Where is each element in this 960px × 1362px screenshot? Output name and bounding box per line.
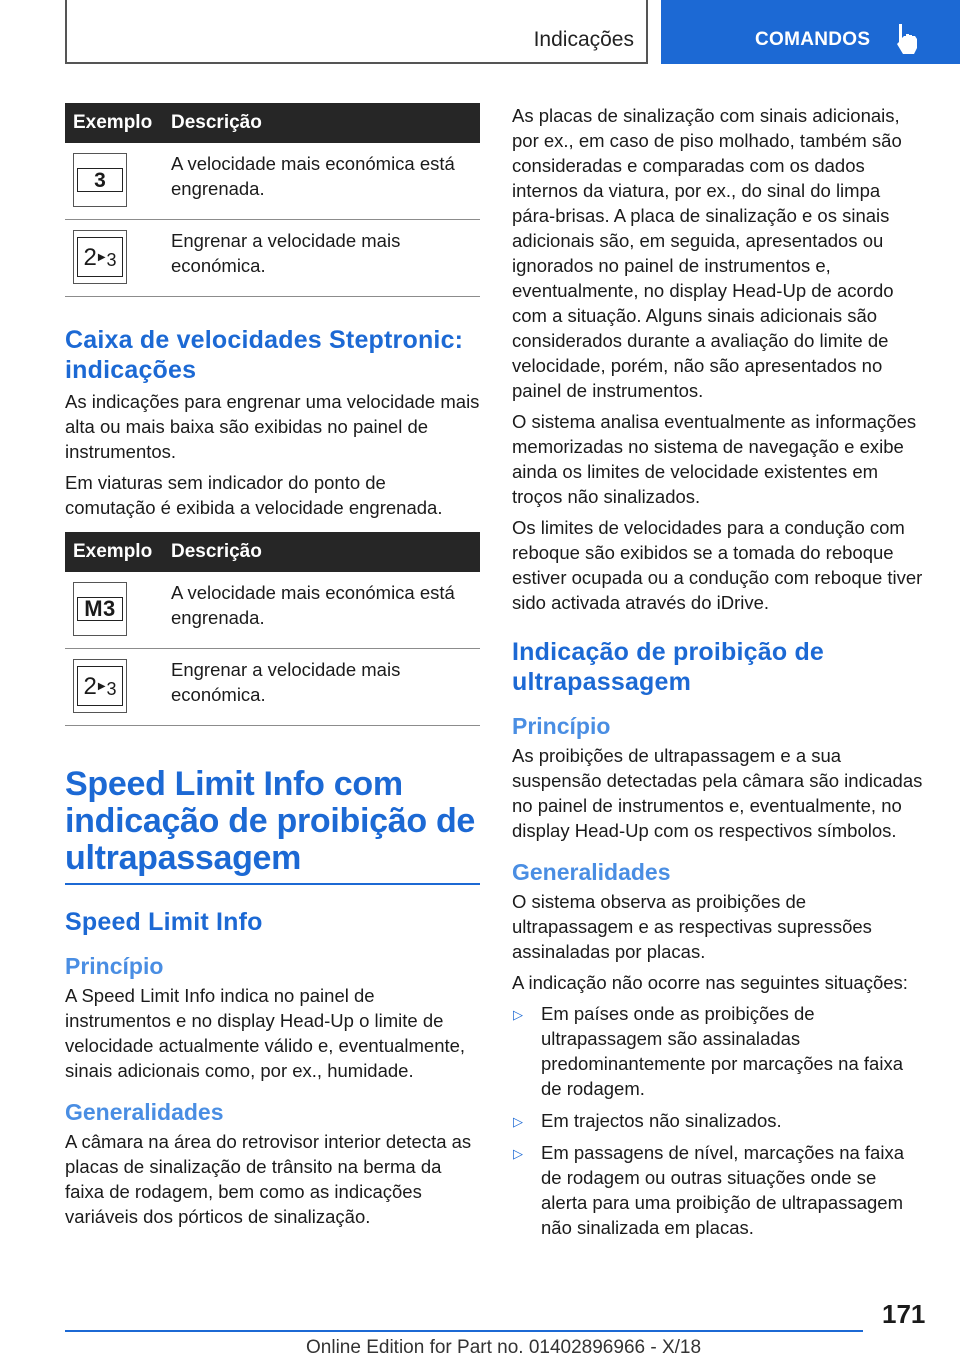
gear-table-1 xyxy=(65,103,480,297)
speed-limit-general-title: Generalidades xyxy=(65,1099,224,1125)
pointing-hand-icon xyxy=(893,22,921,56)
shift-arrow-icon: ▶ xyxy=(97,251,106,263)
header-chapter-tab xyxy=(661,0,960,64)
table-header-description: Descrição xyxy=(161,532,480,572)
overtaking-principle-title: Princípio xyxy=(512,713,611,739)
table-header-example: Exemplo xyxy=(65,532,161,572)
table-header-row xyxy=(65,103,480,143)
bullet-triangle-icon: ▷ xyxy=(513,1146,523,1161)
overtaking-exceptions-list xyxy=(512,1001,927,1240)
chapter-title: Speed Limit Info com indicação de proibição de ultrapassagem xyxy=(65,766,480,885)
overtaking-general-text-1: O sistema observa as proibições de ultrapassagem e as respectivas supressões assinaladas por placas. xyxy=(512,891,872,962)
table-cell-description: A velocidade mais económica está engrenada. xyxy=(161,143,480,220)
list-item: ▷ Em passagens de nível, marcações na faixa de rodagem ou outras situações onde se alerta para uma proibição de ultrapassagem não sinalizada em placas. xyxy=(513,1142,904,1238)
overtaking-general-title: Generalidades xyxy=(512,859,671,885)
table-header-row xyxy=(65,532,480,572)
table-row xyxy=(65,220,480,297)
overtaking-section-title: Indicação de proibição de ultrapassagem xyxy=(512,638,825,696)
list-item: ▷ Em países onde as proibições de ultrapassagem são assinaladas predominantemente por marcações na faixa de rodagem. xyxy=(513,1003,903,1099)
header-section-title: Indicações xyxy=(533,28,634,51)
gear-target-value: 3 xyxy=(106,678,117,699)
speed-limit-general-text: A câmara na área do retrovisor interior detecta as placas de sinalização de trânsito na berma da faixa de rodagem, bem como as indicações variáveis dos pórticos de sinalização. xyxy=(65,1131,472,1227)
table-header-description: Descrição xyxy=(161,103,480,143)
table-header-example: Exemplo xyxy=(65,103,161,143)
page-number: 171 xyxy=(882,1299,926,1329)
speed-limit-info-title: Speed Limit Info xyxy=(65,908,263,936)
list-item: ▷ Em trajectos não sinalizados. xyxy=(512,1108,927,1133)
table-row xyxy=(65,649,480,726)
left-column xyxy=(65,103,480,1229)
gear-current-value: 2 xyxy=(83,243,97,271)
table-row xyxy=(65,143,480,220)
footer-divider xyxy=(65,1330,863,1332)
gear-display-value: 3 xyxy=(77,168,123,192)
table-row xyxy=(65,572,480,649)
header-chapter-label: COMANDOS xyxy=(755,29,871,50)
gear-change-recommendation-icon xyxy=(73,230,127,284)
gear-display-value: M3 xyxy=(77,597,123,621)
speed-limit-principle-title: Princípio xyxy=(65,953,164,979)
steptronic-section-title: Caixa de velocidades Steptronic: indicações xyxy=(65,326,464,384)
steptronic-paragraph-2: Em viaturas sem indicador do ponto de comutação é exibida a velocidade engrenada. xyxy=(65,472,443,518)
footer-edition-text: Online Edition for Part no. 01402896966 - X/18 xyxy=(306,1337,702,1358)
speed-limit-paragraph-4: O sistema analisa eventualmente as informações memorizadas no sistema de navegação e exibe ainda os limites de velocidade existentes em troços não sinalizados. xyxy=(512,411,917,507)
overtaking-principle-text: As proibições de ultrapassagem e a sua suspensão detectadas pela câmara são indicadas no painel de instrumentos e, eventualmente, no display Head-Up com os respectivos símbolos. xyxy=(512,745,923,841)
table-cell-description: Engrenar a velocidade mais económica. xyxy=(161,220,480,297)
header-section-box xyxy=(65,0,648,64)
gear-display-icon xyxy=(73,153,127,207)
manual-gear-display-icon xyxy=(73,582,127,636)
speed-limit-paragraph-3: As placas de sinalização com sinais adicionais, por ex., em caso de piso molhado, também são consideradas e comparadas com os dados internos da viatura, por ex., do sinal do limpa pára-brisas. A placa de sinalização e os sinais adicionais são, em seguida, apresentados ou ignorados no painel de instrumentos e, eventualmente, no display Head-Up de acordo com a situação. Alguns sinais adicionais são considerados durante a avaliação do limite de velocidade, porém, não são apresentados no painel de instrumentos. xyxy=(512,105,902,401)
table-cell-description: A velocidade mais económica está engrenada. xyxy=(161,572,480,649)
steptronic-paragraph-1: As indicações para engrenar uma velocidade mais alta ou mais baixa são exibidas no painel de instrumentos. xyxy=(65,391,480,462)
speed-limit-paragraph-5: Os limites de velocidades para a condução com reboque são exibidos se a tomada do reboque estiver ocupada ou a condução com reboque tiver sido activada através do iDrive. xyxy=(512,517,923,613)
right-column xyxy=(512,103,927,1247)
gear-change-recommendation-icon xyxy=(73,659,127,713)
gear-current-value: 2 xyxy=(83,672,97,700)
table-cell-description: Engrenar a velocidade mais económica. xyxy=(161,649,480,726)
gear-target-value: 3 xyxy=(106,249,117,270)
gear-table-2 xyxy=(65,532,480,726)
shift-arrow-icon: ▶ xyxy=(97,680,106,692)
bullet-triangle-icon: ▷ xyxy=(513,1007,523,1022)
speed-limit-principle-text: A Speed Limit Info indica no painel de instrumentos e no display Head-Up o limite de velocidade actualmente válido e, eventualmente, sinais adicionais como, por ex., humidade. xyxy=(65,985,466,1081)
overtaking-general-text-2: A indicação não ocorre nas seguintes situações: xyxy=(512,972,908,993)
bullet-triangle-icon: ▷ xyxy=(513,1114,523,1129)
